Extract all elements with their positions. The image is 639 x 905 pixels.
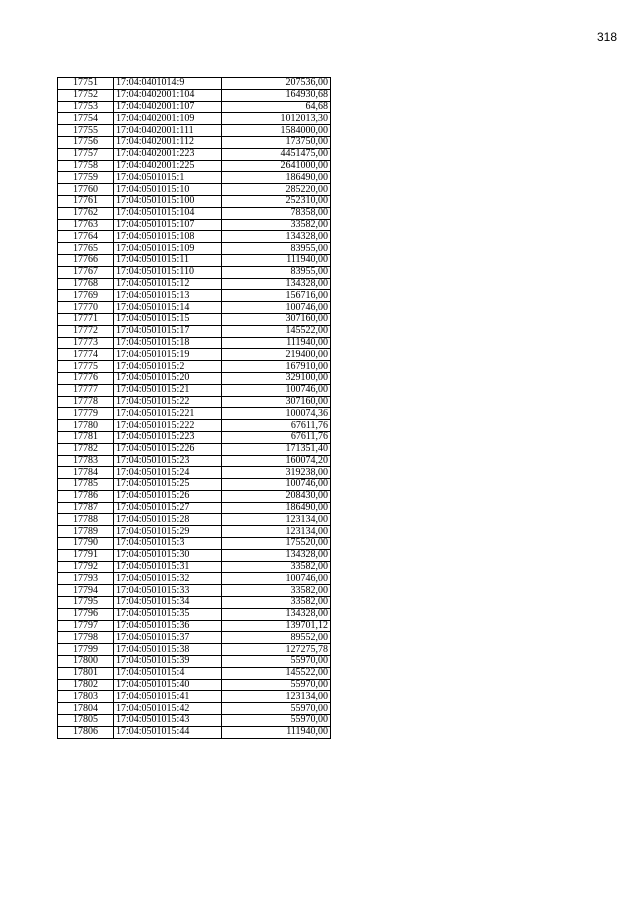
row-number-cell: 17787 [58, 502, 114, 514]
table-body [58, 78, 331, 739]
row-number-cell: 17784 [58, 467, 114, 479]
cadastral-number-cell: 17:04:0501015:22 [114, 396, 222, 408]
table-row [58, 361, 331, 373]
row-number-cell: 17805 [58, 715, 114, 727]
cadastral-number-cell: 17:04:0501015:13 [114, 290, 222, 302]
row-number-cell: 17777 [58, 384, 114, 396]
row-number-cell: 17769 [58, 290, 114, 302]
row-number-cell: 17776 [58, 372, 114, 384]
cadastral-value-cell: 329100,00 [222, 372, 331, 384]
table-row [58, 349, 331, 361]
table-row [58, 514, 331, 526]
cadastral-value-cell: 67611,76 [222, 431, 331, 443]
table-row [58, 290, 331, 302]
table-row [58, 597, 331, 609]
row-number-cell: 17791 [58, 549, 114, 561]
cadastral-value-cell: 55970,00 [222, 679, 331, 691]
row-number-cell: 17802 [58, 679, 114, 691]
cadastral-number-cell: 17:04:0501015:37 [114, 632, 222, 644]
cadastral-value-cell: 145522,00 [222, 667, 331, 679]
cadastral-number-cell: 17:04:0501015:34 [114, 597, 222, 609]
cadastral-value-cell: 33582,00 [222, 219, 331, 231]
cadastral-value-cell: 89552,00 [222, 632, 331, 644]
table-row [58, 667, 331, 679]
table-row [58, 266, 331, 278]
row-number-cell: 17773 [58, 337, 114, 349]
row-number-cell: 17794 [58, 585, 114, 597]
table-row [58, 172, 331, 184]
cadastral-number-cell: 17:04:0501015:226 [114, 443, 222, 455]
row-number-cell: 17759 [58, 172, 114, 184]
table-row [58, 113, 331, 125]
cadastral-value-cell: 134328,00 [222, 549, 331, 561]
row-number-cell: 17782 [58, 443, 114, 455]
table-row [58, 561, 331, 573]
cadastral-number-cell: 17:04:0501015:42 [114, 703, 222, 715]
table-row [58, 254, 331, 266]
cadastral-number-cell: 17:04:0501015:108 [114, 231, 222, 243]
row-number-cell: 17766 [58, 254, 114, 266]
cadastral-number-cell: 17:04:0501015:12 [114, 278, 222, 290]
table-row [58, 443, 331, 455]
table-row [58, 243, 331, 255]
table-row [58, 325, 331, 337]
cadastral-number-cell: 17:04:0501015:10 [114, 184, 222, 196]
table-row [58, 656, 331, 668]
cadastral-value-cell: 55970,00 [222, 715, 331, 727]
cadastral-value-cell: 55970,00 [222, 703, 331, 715]
cadastral-value-cell: 167910,00 [222, 361, 331, 373]
cadastral-number-cell: 17:04:0501015:107 [114, 219, 222, 231]
row-number-cell: 17752 [58, 89, 114, 101]
cadastral-value-cell: 219400,00 [222, 349, 331, 361]
row-number-cell: 17775 [58, 361, 114, 373]
table-row [58, 585, 331, 597]
cadastral-value-cell: 156716,00 [222, 290, 331, 302]
cadastral-value-cell: 33582,00 [222, 561, 331, 573]
cadastral-number-cell: 17:04:0501015:109 [114, 243, 222, 255]
cadastral-value-cell: 78358,00 [222, 207, 331, 219]
row-number-cell: 17751 [58, 78, 114, 90]
cadastral-number-cell: 17:04:0501015:19 [114, 349, 222, 361]
table-row [58, 703, 331, 715]
cadastral-number-cell: 17:04:0501015:17 [114, 325, 222, 337]
cadastral-value-cell: 252310,00 [222, 195, 331, 207]
row-number-cell: 17789 [58, 526, 114, 538]
cadastral-number-cell: 17:04:0501015:223 [114, 431, 222, 443]
cadastral-value-cell: 123134,00 [222, 526, 331, 538]
cadastral-number-cell: 17:04:0501015:30 [114, 549, 222, 561]
table-row [58, 467, 331, 479]
cadastral-value-cell: 145522,00 [222, 325, 331, 337]
cadastral-value-cell: 111940,00 [222, 254, 331, 266]
cadastral-number-cell: 17:04:0402001:111 [114, 125, 222, 137]
cadastral-value-table [57, 77, 331, 739]
cadastral-number-cell: 17:04:0501015:32 [114, 573, 222, 585]
row-number-cell: 17757 [58, 148, 114, 160]
cadastral-value-cell: 83955,00 [222, 266, 331, 278]
cadastral-value-cell: 171351,40 [222, 443, 331, 455]
cadastral-number-cell: 17:04:0501015:24 [114, 467, 222, 479]
row-number-cell: 17771 [58, 313, 114, 325]
cadastral-number-cell: 17:04:0501015:20 [114, 372, 222, 384]
row-number-cell: 17754 [58, 113, 114, 125]
cadastral-value-cell: 173750,00 [222, 136, 331, 148]
row-number-cell: 17795 [58, 597, 114, 609]
cadastral-value-cell: 175520,00 [222, 538, 331, 550]
table-row [58, 573, 331, 585]
row-number-cell: 17760 [58, 184, 114, 196]
row-number-cell: 17806 [58, 726, 114, 738]
row-number-cell: 17792 [58, 561, 114, 573]
row-number-cell: 17761 [58, 195, 114, 207]
table-row [58, 620, 331, 632]
cadastral-value-cell: 100746,00 [222, 573, 331, 585]
cadastral-number-cell: 17:04:0501015:41 [114, 691, 222, 703]
cadastral-value-cell: 319238,00 [222, 467, 331, 479]
row-number-cell: 17780 [58, 420, 114, 432]
cadastral-number-cell: 17:04:0501015:3 [114, 538, 222, 550]
row-number-cell: 17765 [58, 243, 114, 255]
cadastral-value-cell: 134328,00 [222, 608, 331, 620]
cadastral-number-cell: 17:04:0501015:221 [114, 408, 222, 420]
cadastral-value-cell: 1012013,30 [222, 113, 331, 125]
cadastral-value-cell: 285220,00 [222, 184, 331, 196]
cadastral-number-cell: 17:04:0402001:225 [114, 160, 222, 172]
row-number-cell: 17768 [58, 278, 114, 290]
table-row [58, 219, 331, 231]
cadastral-value-cell: 164930,68 [222, 89, 331, 101]
cadastral-number-cell: 17:04:0501015:33 [114, 585, 222, 597]
table-row [58, 420, 331, 432]
cadastral-value-cell: 123134,00 [222, 691, 331, 703]
row-number-cell: 17779 [58, 408, 114, 420]
table-row [58, 148, 331, 160]
cadastral-number-cell: 17:04:0501015:29 [114, 526, 222, 538]
table-row [58, 372, 331, 384]
row-number-cell: 17772 [58, 325, 114, 337]
cadastral-value-cell: 55970,00 [222, 656, 331, 668]
cadastral-value-cell: 100746,00 [222, 302, 331, 314]
table-row [58, 408, 331, 420]
table-row [58, 136, 331, 148]
table-row [58, 644, 331, 656]
cadastral-value-cell: 111940,00 [222, 337, 331, 349]
table-row [58, 302, 331, 314]
cadastral-value-cell: 1584000,00 [222, 125, 331, 137]
cadastral-number-cell: 17:04:0501015:31 [114, 561, 222, 573]
cadastral-value-cell: 33582,00 [222, 585, 331, 597]
cadastral-value-cell: 127275,78 [222, 644, 331, 656]
table-row [58, 89, 331, 101]
table-row [58, 195, 331, 207]
cadastral-value-cell: 100746,00 [222, 384, 331, 396]
table-row [58, 549, 331, 561]
cadastral-value-cell: 100746,00 [222, 479, 331, 491]
cadastral-number-cell: 17:04:0501015:14 [114, 302, 222, 314]
row-number-cell: 17796 [58, 608, 114, 620]
row-number-cell: 17799 [58, 644, 114, 656]
row-number-cell: 17763 [58, 219, 114, 231]
cadastral-number-cell: 17:04:0501015:38 [114, 644, 222, 656]
table-row [58, 455, 331, 467]
cadastral-number-cell: 17:04:0401014:9 [114, 78, 222, 90]
cadastral-number-cell: 17:04:0501015:40 [114, 679, 222, 691]
cadastral-number-cell: 17:04:0501015:4 [114, 667, 222, 679]
cadastral-number-cell: 17:04:0501015:25 [114, 479, 222, 491]
row-number-cell: 17790 [58, 538, 114, 550]
table-row [58, 726, 331, 738]
cadastral-number-cell: 17:04:0501015:110 [114, 266, 222, 278]
cadastral-number-cell: 17:04:0501015:2 [114, 361, 222, 373]
table-row [58, 160, 331, 172]
cadastral-value-cell: 160074,20 [222, 455, 331, 467]
cadastral-value-cell: 111940,00 [222, 726, 331, 738]
cadastral-value-cell: 139701,12 [222, 620, 331, 632]
row-number-cell: 17785 [58, 479, 114, 491]
table-row [58, 384, 331, 396]
cadastral-value-cell: 33582,00 [222, 597, 331, 609]
table-row [58, 715, 331, 727]
cadastral-value-cell: 186490,00 [222, 502, 331, 514]
row-number-cell: 17798 [58, 632, 114, 644]
table-row [58, 679, 331, 691]
table-row [58, 396, 331, 408]
table-row [58, 632, 331, 644]
cadastral-value-cell: 64,68 [222, 101, 331, 113]
cadastral-number-cell: 17:04:0501015:222 [114, 420, 222, 432]
row-number-cell: 17797 [58, 620, 114, 632]
table-row [58, 278, 331, 290]
cadastral-number-cell: 17:04:0402001:104 [114, 89, 222, 101]
table-row [58, 101, 331, 113]
row-number-cell: 17793 [58, 573, 114, 585]
cadastral-number-cell: 17:04:0501015:44 [114, 726, 222, 738]
cadastral-number-cell: 17:04:0501015:18 [114, 337, 222, 349]
cadastral-value-cell: 208430,00 [222, 490, 331, 502]
row-number-cell: 17758 [58, 160, 114, 172]
cadastral-number-cell: 17:04:0501015:21 [114, 384, 222, 396]
cadastral-number-cell: 17:04:0501015:27 [114, 502, 222, 514]
table-row [58, 479, 331, 491]
table-row [58, 490, 331, 502]
row-number-cell: 17767 [58, 266, 114, 278]
cadastral-number-cell: 17:04:0501015:104 [114, 207, 222, 219]
cadastral-value-cell: 134328,00 [222, 231, 331, 243]
row-number-cell: 17774 [58, 349, 114, 361]
cadastral-value-cell: 123134,00 [222, 514, 331, 526]
row-number-cell: 17762 [58, 207, 114, 219]
table-row [58, 184, 331, 196]
cadastral-number-cell: 17:04:0501015:100 [114, 195, 222, 207]
table-row [58, 337, 331, 349]
cadastral-number-cell: 17:04:0501015:1 [114, 172, 222, 184]
cadastral-number-cell: 17:04:0501015:43 [114, 715, 222, 727]
row-number-cell: 17770 [58, 302, 114, 314]
table-row [58, 125, 331, 137]
row-number-cell: 17756 [58, 136, 114, 148]
cadastral-number-cell: 17:04:0501015:26 [114, 490, 222, 502]
row-number-cell: 17755 [58, 125, 114, 137]
table-row [58, 231, 331, 243]
cadastral-value-cell: 4451475,00 [222, 148, 331, 160]
row-number-cell: 17781 [58, 431, 114, 443]
cadastral-value-cell: 307160,00 [222, 313, 331, 325]
cadastral-number-cell: 17:04:0501015:35 [114, 608, 222, 620]
row-number-cell: 17801 [58, 667, 114, 679]
row-number-cell: 17800 [58, 656, 114, 668]
cadastral-value-cell: 307160,00 [222, 396, 331, 408]
cadastral-number-cell: 17:04:0501015:36 [114, 620, 222, 632]
cadastral-value-cell: 2641000,00 [222, 160, 331, 172]
cadastral-number-cell: 17:04:0501015:15 [114, 313, 222, 325]
table-row [58, 538, 331, 550]
table-row [58, 608, 331, 620]
cadastral-number-cell: 17:04:0501015:11 [114, 254, 222, 266]
row-number-cell: 17786 [58, 490, 114, 502]
cadastral-number-cell: 17:04:0501015:23 [114, 455, 222, 467]
table-row [58, 502, 331, 514]
cadastral-number-cell: 17:04:0402001:112 [114, 136, 222, 148]
row-number-cell: 17764 [58, 231, 114, 243]
cadastral-value-cell: 134328,00 [222, 278, 331, 290]
table-row [58, 431, 331, 443]
table-row [58, 691, 331, 703]
row-number-cell: 17788 [58, 514, 114, 526]
cadastral-value-cell: 100074,36 [222, 408, 331, 420]
cadastral-number-cell: 17:04:0501015:39 [114, 656, 222, 668]
row-number-cell: 17783 [58, 455, 114, 467]
cadastral-value-cell: 186490,00 [222, 172, 331, 184]
row-number-cell: 17753 [58, 101, 114, 113]
table-row [58, 313, 331, 325]
cadastral-number-cell: 17:04:0402001:109 [114, 113, 222, 125]
cadastral-number-cell: 17:04:0402001:223 [114, 148, 222, 160]
cadastral-value-cell: 83955,00 [222, 243, 331, 255]
cadastral-number-cell: 17:04:0501015:28 [114, 514, 222, 526]
table-row [58, 207, 331, 219]
table-row [58, 526, 331, 538]
cadastral-value-cell: 67611,76 [222, 420, 331, 432]
cadastral-value-cell: 207536,00 [222, 78, 331, 90]
table-row [58, 78, 331, 90]
row-number-cell: 17778 [58, 396, 114, 408]
cadastral-number-cell: 17:04:0402001:107 [114, 101, 222, 113]
page-number: 318 [596, 30, 617, 44]
row-number-cell: 17804 [58, 703, 114, 715]
row-number-cell: 17803 [58, 691, 114, 703]
